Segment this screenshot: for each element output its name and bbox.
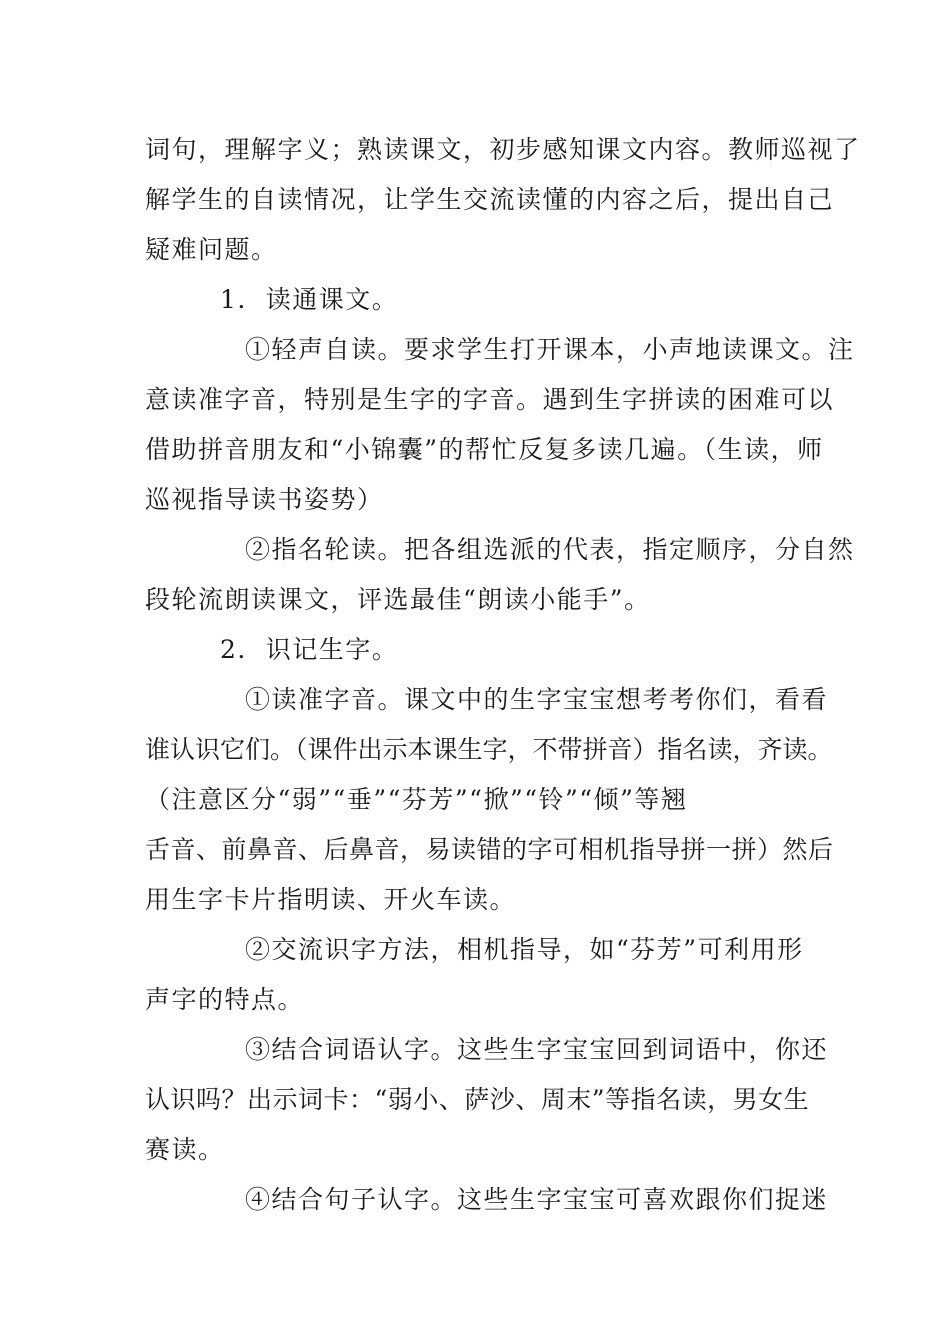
paragraph-item-1-2 <box>145 525 855 625</box>
text-line: ②交流识字方法，相机指导，如“芬芳”可利用形 <box>245 935 804 964</box>
text-line: ①读准字音。课文中的生字宝宝想考考你们，看看 <box>245 685 829 714</box>
paragraph-item-2-1 <box>145 675 834 925</box>
paragraph-item-2-4 <box>145 1175 829 1225</box>
text-line: 疑难问题。 <box>145 235 278 264</box>
text-line: ①轻声自读。要求学生打开课本，小声地读课文。注 <box>245 335 855 364</box>
text-line: 词句，理解字义；熟读课文，初步感知课文内容。教师巡视了 <box>145 135 861 164</box>
section-heading-2 <box>145 625 810 675</box>
text-line: ③结合词语认字。这些生字宝宝回到词语中，你还 <box>245 1035 829 1064</box>
text-line: 巡视指导读书姿势） <box>145 485 384 514</box>
paragraph-item-2-3 <box>145 1025 829 1175</box>
text-line: 声字的特点。 <box>145 985 305 1014</box>
paragraph-item-1-1 <box>145 325 855 525</box>
text-line: （注意区分“弱”“垂”“芬芳”“掀”“铃”“倾”等翘 <box>145 785 688 814</box>
section-heading-1 <box>145 275 810 325</box>
document-body <box>145 125 861 1225</box>
text-line: 谁认识它们。（课件出示本课生字，不带拼音）指名读，齐读。 <box>145 735 833 764</box>
text-line: 意读准字音，特别是生字的字音。遇到生字拼读的困难可以 <box>145 385 835 414</box>
paragraph-intro <box>145 125 861 275</box>
paragraph-item-2-2 <box>145 925 810 1025</box>
text-line: 用生字卡片指明读、开火车读。 <box>145 885 517 914</box>
text-line: ④结合句子认字。这些生字宝宝可喜欢跟你们捉迷 <box>245 1185 829 1214</box>
heading-text: 2. 识记生字。 <box>220 635 399 664</box>
text-line: 赛读。 <box>145 1135 225 1164</box>
text-line: 认识吗？出示词卡：“弱小、萨沙、周末”等指名读，男女生 <box>145 1085 810 1114</box>
text-line: 舌音、前鼻音、后鼻音，易读错的字可相机指导拼一拼）然后 <box>145 835 834 864</box>
text-line: 借助拼音朋友和“小锦囊”的帮忙反复多读几遍。（生读，师 <box>145 435 824 464</box>
text-line: 解学生的自读情况，让学生交流读懂的内容之后，提出自己 <box>145 185 835 214</box>
text-line: 段轮流朗读课文，评选最佳“朗读小能手”。 <box>145 585 651 614</box>
heading-text: 1. 读通课文。 <box>220 285 399 314</box>
text-line: ②指名轮读。把各组选派的代表，指定顺序，分自然 <box>245 535 855 564</box>
